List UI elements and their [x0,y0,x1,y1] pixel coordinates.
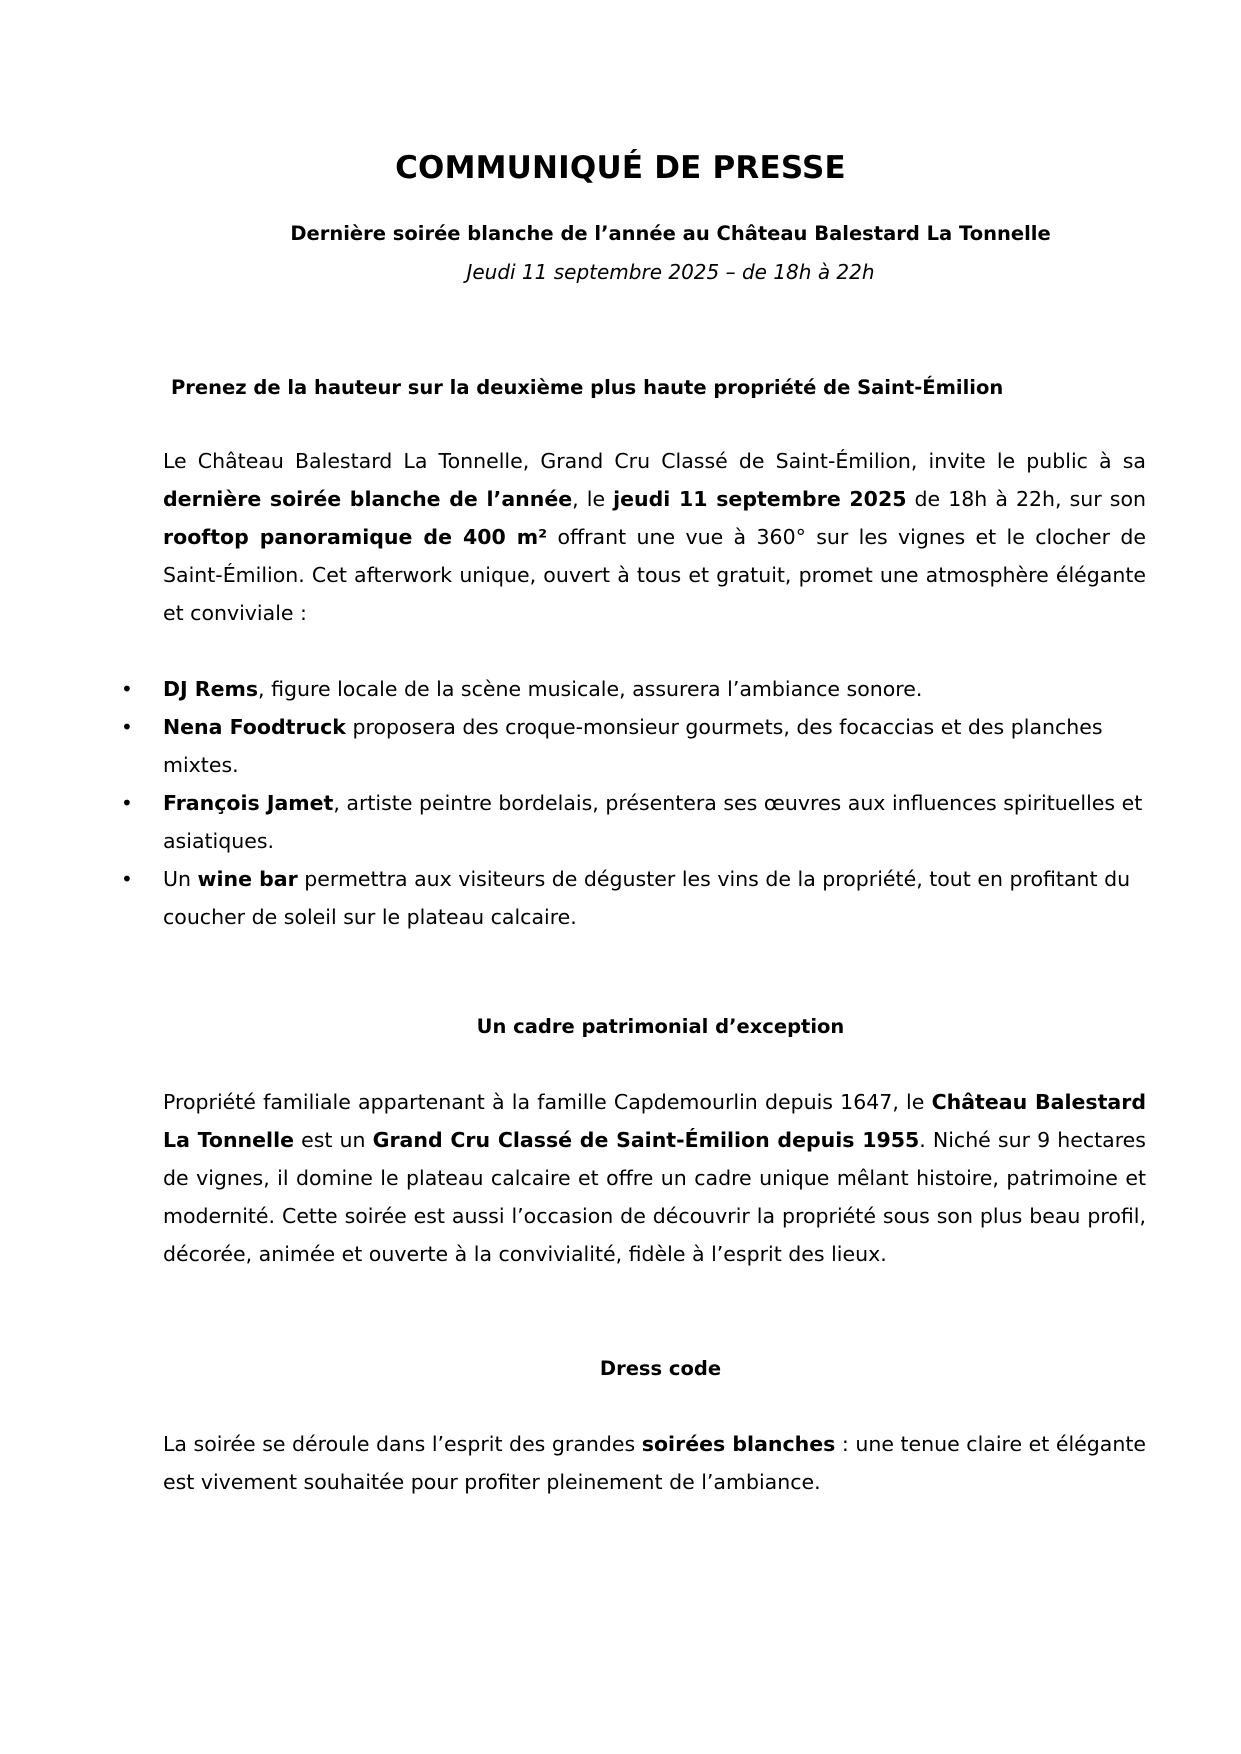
document-title: COMMUNIQUÉ DE PRESSE [395,150,846,186]
event-subtitle: Dernière soirée blanche de l’année au Château Balestard La Tonnelle [290,222,1051,245]
text-run: Propriété familiale appartenant à la famille Capdemourlin depuis 1647, le [163,1090,932,1114]
program-bullet-list [116,670,1146,936]
bullet-icon: • [121,677,133,701]
text-run: , figure locale de la scène musicale, assurera l’ambiance sonore. [258,677,923,701]
section-heading-dress-code: Dress code [599,1357,722,1380]
bold-text-run: dernière soirée blanche de l’année [163,487,573,511]
bold-text-run: François Jamet [163,791,334,815]
list-item [116,784,1146,860]
list-item [116,860,1146,936]
text-run: . Niché sur 9 hectares de vignes, il domine le plateau calcaire et offre un cadre unique mêlant histoire, patrimoine et modernité. Cette soirée est aussi l’occasion de découvrir la propriété sous son plus beau profil, décorée, animée et ouverte à la convivialité, fidèle à l’esprit des lieux. [163,1128,1146,1266]
bullet-icon: • [121,791,133,815]
text-run: La soirée se déroule dans l’esprit des grandes [163,1432,642,1456]
text-run: : une tenue claire et élégante est vivement souhaitée pour profiter pleinement de l’ambiance. [163,1432,1146,1494]
bold-text-run: rooftop panoramique de 400 m² [163,525,548,549]
text-run: Le Château Balestard La Tonnelle, Grand Cru Classé de Saint-Émilion, invite le public à sa [163,449,1146,473]
list-item [116,670,1146,708]
text-run: offrant une vue à 360° sur les vignes et le clocher de Saint-Émilion. Cet afterwork unique, ouvert à tous et gratuit, promet une atmosphère élégante et conviviale : [163,525,1146,625]
text-run: permettra aux visiteurs de déguster les vins de la propriété, tout en profitant du coucher de soleil sur le plateau calcaire. [163,867,1131,929]
text-run: Un [163,867,198,891]
bold-text-run: Grand Cru Classé de Saint-Émilion depuis 1955 [372,1128,920,1152]
list-item [116,708,1146,784]
bold-text-run: wine bar [197,867,298,891]
section-heading-hauteur: Prenez de la hauteur sur la deuxième plus haute propriété de Saint-Émilion [171,376,1004,399]
text-run: est un [294,1128,373,1152]
bold-text-run: DJ Rems [163,677,259,701]
section-heading-cadre: Un cadre patrimonial d’exception [476,1015,845,1038]
bold-text-run: Nena Foodtruck [163,715,346,739]
bullet-icon: • [121,715,133,739]
text-run: proposera des croque-monsieur gourmets, des focaccias et des planches mixtes. [163,715,1103,777]
text-run: , le [572,487,614,511]
bold-text-run: jeudi 11 septembre 2025 [613,487,907,511]
bullet-icon: • [121,867,133,891]
event-dateline: Jeudi 11 septembre 2025 – de 18h à 22h [466,260,875,284]
text-run: de 18h à 22h, sur son [906,487,1146,511]
dress-code-paragraph [163,1425,1146,1501]
text-run: , artiste peintre bordelais, présentera ses œuvres aux influences spirituelles et asiatiques. [163,791,1143,853]
bold-text-run: soirées blanches [641,1432,836,1456]
heritage-paragraph [163,1083,1146,1273]
intro-paragraph [163,442,1146,632]
bold-text-run: Château Balestard La Tonnelle [163,1090,1147,1152]
